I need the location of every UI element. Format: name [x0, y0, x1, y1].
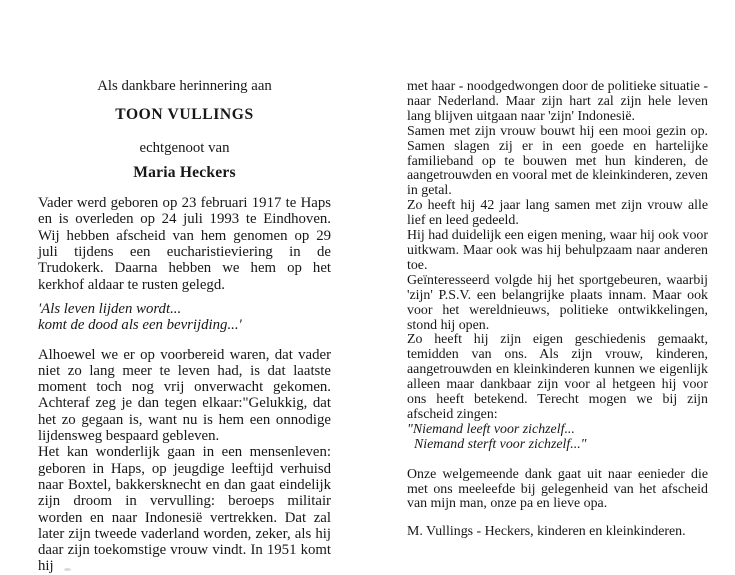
left-column	[38, 78, 331, 575]
signature-line: M. Vullings - Heckers, kinderen en kleinkinderen.	[407, 524, 686, 540]
relation-line: echtgenoot van	[139, 139, 230, 156]
memorial-quote	[38, 301, 331, 334]
memorial-quote-line1: 'Als leven lijden wordt...	[38, 300, 182, 317]
paragraph-life-story: Het kan wonderlijk gaan in een mensenleven: geboren in Haps, op jeugdige leeftijd verhuisd naar Boxtel, bakkersknecht en dan gaat eindelijk zijn droom in vervulling: beroeps militair worden en naar Indonesië vertrekken. Dat zal later zijn tweede vaderland worden, zeker, als hij daar zijn toekomstige vrouw vindt. In 1951 komt hij	[38, 444, 331, 575]
paragraph-birth-death: Vader werd geboren op 23 februari 1917 te Haps en is overleden op 24 juli 1993 te Eindhoven. Wij hebben afscheid van hem genomen op 29 juli tijdens een eucharistieviering in de Trudokerk. Daarna hebben we hem op het kerkhof aldaar te rusten gelegd.	[38, 195, 331, 293]
paragraph-family: Samen met zijn vrouw bouwt hij een mooi gezin op. Samen slagen zij er in een goede en hartelijke familieband op te bouwen met hun kinderen, de aangetrouwden en vooral met de kleinkinderen, zeven in getal.	[407, 123, 708, 199]
spouse-name: Maria Heckers	[133, 163, 236, 181]
paragraph-thanks: Onze welgemeende dank gaat uit naar eenieder die met ons meeleefde bij gelegenheid van het afscheid van mijn man, onze pa en lieve opa.	[407, 466, 708, 512]
paragraph-interests: Geïnteresseerd volgde hij het sportgebeuren, waarbij 'zijn' P.S.V. een belangrijke plaats innam. Maar ook voor het wereldnieuws, politieke ontwikkelingen, stond hij open.	[407, 272, 708, 333]
right-column	[407, 80, 708, 540]
paragraph-to-netherlands: met haar - noodgedwongen door de politieke situatie - naar Nederland. Maar zijn hart zal zijn hele leven lang blijven uitgaan naar 'zijn' Indonesië.	[407, 79, 708, 124]
paragraph-passing: Alhoewel we er op voorbereid waren, dat vader niet zo lang meer te leven had, is dat laatste moment toch nog vrij onverwacht gekomen. Achteraf zeg je dan tegen elkaar:"Gelukkig, dat het zo gegaan is, want nu is hem een onnodige lijdensweg bespaard gebleven.	[38, 346, 331, 445]
paragraph-gratitude: Zo heeft hij zijn eigen geschiedenis gemaakt, temidden van ons. Als zijn vrouw, kinderen, aangetrouwden en kleinkinderen kunnen we eigenlijk alleen maar dankbaar zijn voor al hetgeen hij voor ons heeft betekend. Terecht mogen we bij zijn afscheid zingen:	[407, 332, 708, 422]
farewell-song-quote	[407, 423, 708, 453]
farewell-song-line1: "Niemand leeft voor zichzelf...	[407, 421, 575, 437]
scan-artifact-speck	[64, 568, 71, 571]
deceased-name: TOON VULLINGS	[115, 106, 254, 124]
paragraph-character: Hij had duidelijk een eigen mening, waar hij ook voor uitkwam. Maar ook was hij behulpzaam naar anderen toe.	[407, 228, 708, 273]
paragraph-marriage-years: Zo heeft hij 42 jaar lang samen met zijn vrouw alle lief en leed gedeeld.	[407, 198, 708, 229]
dedication-line: Als dankbare herinnering aan	[97, 78, 272, 94]
farewell-song-line2: Niemand sterft voor zichzelf..."	[414, 436, 587, 452]
memorial-quote-line2: komt de dood als een bevrijding...'	[38, 317, 242, 334]
